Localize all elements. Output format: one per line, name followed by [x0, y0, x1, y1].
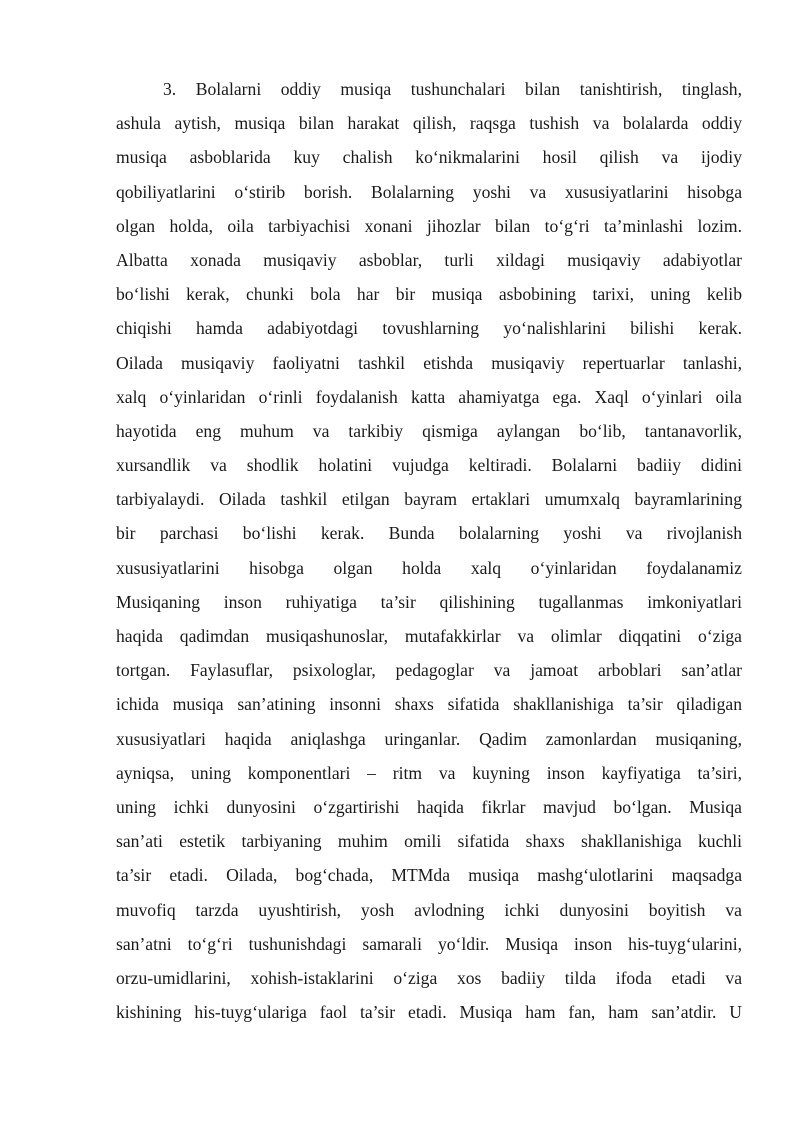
text-line: xususiyatlari haqida aniqlashga uringanlar. Qadim zamonlardan musiqaning,: [116, 728, 742, 749]
text-line: chiqishi hamda adabiyotdagi tovushlarning yo‘nalishlarini bilishi kerak.: [116, 318, 742, 339]
text-line: ta’sir etadi. Oilada, bog‘chada, MTMda musiqa mashg‘ulotlarini maqsadga: [116, 865, 742, 886]
text-line: kishining his-tuyg‘ulariga faol ta’sir etadi. Musiqa ham fan, ham san’atdir. U: [116, 1002, 742, 1023]
body-paragraph: [116, 72, 742, 1029]
text-line: uning ichki dunyosini o‘zgartirishi haqida fikrlar mavjud bo‘lgan. Musiqa: [116, 796, 742, 817]
text-line: muvofiq tarzda uyushtirish, yosh avlodning ichki dunyosini boyitish va: [116, 899, 742, 920]
text-line: bir parchasi bo‘lishi kerak. Bunda bolalarning yoshi va rivojlanish: [116, 523, 742, 544]
text-line: ashula aytish, musiqa bilan harakat qilish, raqsga tushish va bolalarda oddiy: [116, 113, 742, 134]
text-line: musiqa asboblarida kuy chalish ko‘nikmalarini hosil qilish va ijodiy: [116, 147, 742, 168]
text-line: 3. Bolalarni oddiy musiqa tushunchalari bilan tanishtirish, tinglash,: [163, 79, 742, 99]
text-line: Musiqaning inson ruhiyatiga ta’sir qilishining tugallanmas imkoniyatlari: [116, 591, 742, 612]
text-line: san’atni to‘g‘ri tushunishdagi samarali yo‘ldir. Musiqa inson his-tuyg‘ularini,: [116, 933, 742, 954]
text-line: xalq o‘yinlaridan o‘rinli foydalanish katta ahamiyatga ega. Xaql o‘yinlari oila: [116, 386, 742, 407]
text-line: xursandlik va shodlik holatini vujudga keltiradi. Bolalarni badiiy didini: [116, 455, 742, 476]
text-line: hayotida eng muhum va tarkibiy qismiga aylangan bo‘lib, tantanavorlik,: [116, 420, 742, 441]
text-line: tarbiyalaydi. Oilada tashkil etilgan bayram ertaklari umumxalq bayramlarining: [116, 489, 742, 510]
text-line: Oilada musiqaviy faoliyatni tashkil etishda musiqaviy repertuarlar tanlashi,: [116, 352, 742, 373]
text-line: orzu-umidlarini, xohish-istaklarini o‘ziga xos badiiy tilda ifoda etadi va: [116, 967, 742, 988]
text-line: haqida qadimdan musiqashunoslar, mutafakkirlar va olimlar diqqatini o‘ziga: [116, 626, 742, 646]
text-line: qobiliyatlarini o‘stirib borish. Bolalarning yoshi va xususiyatlarini hisobga: [116, 181, 742, 202]
text-line: bo‘lishi kerak, chunki bola har bir musiqa asbobining tarixi, uning kelib: [116, 284, 742, 305]
text-line: san’ati estetik tarbiyaning muhim omili sifatida shaxs shakllanishiga kuchli: [116, 831, 742, 852]
text-line: Albatta xonada musiqaviy asboblar, turli xildagi musiqaviy adabiyotlar: [116, 249, 742, 270]
text-line: xususiyatlarini hisobga olgan holda xalq o‘yinlaridan foydalanamiz: [116, 557, 742, 578]
text-line: tortgan. Faylasuflar, psixologlar, pedagoglar va jamoat arboblari san’atlar: [116, 660, 742, 681]
text-line: ichida musiqa san’atining insonni shaxs sifatida shakllanishiga ta’sir qiladigan: [116, 694, 742, 715]
text-line: olgan holda, oila tarbiyachisi xonani jihozlar bilan to‘g‘ri ta’minlashi lozim.: [116, 215, 742, 236]
text-line: ayniqsa, uning komponentlari – ritm va kuyning inson kayfiyatiga ta’siri,: [116, 762, 742, 783]
